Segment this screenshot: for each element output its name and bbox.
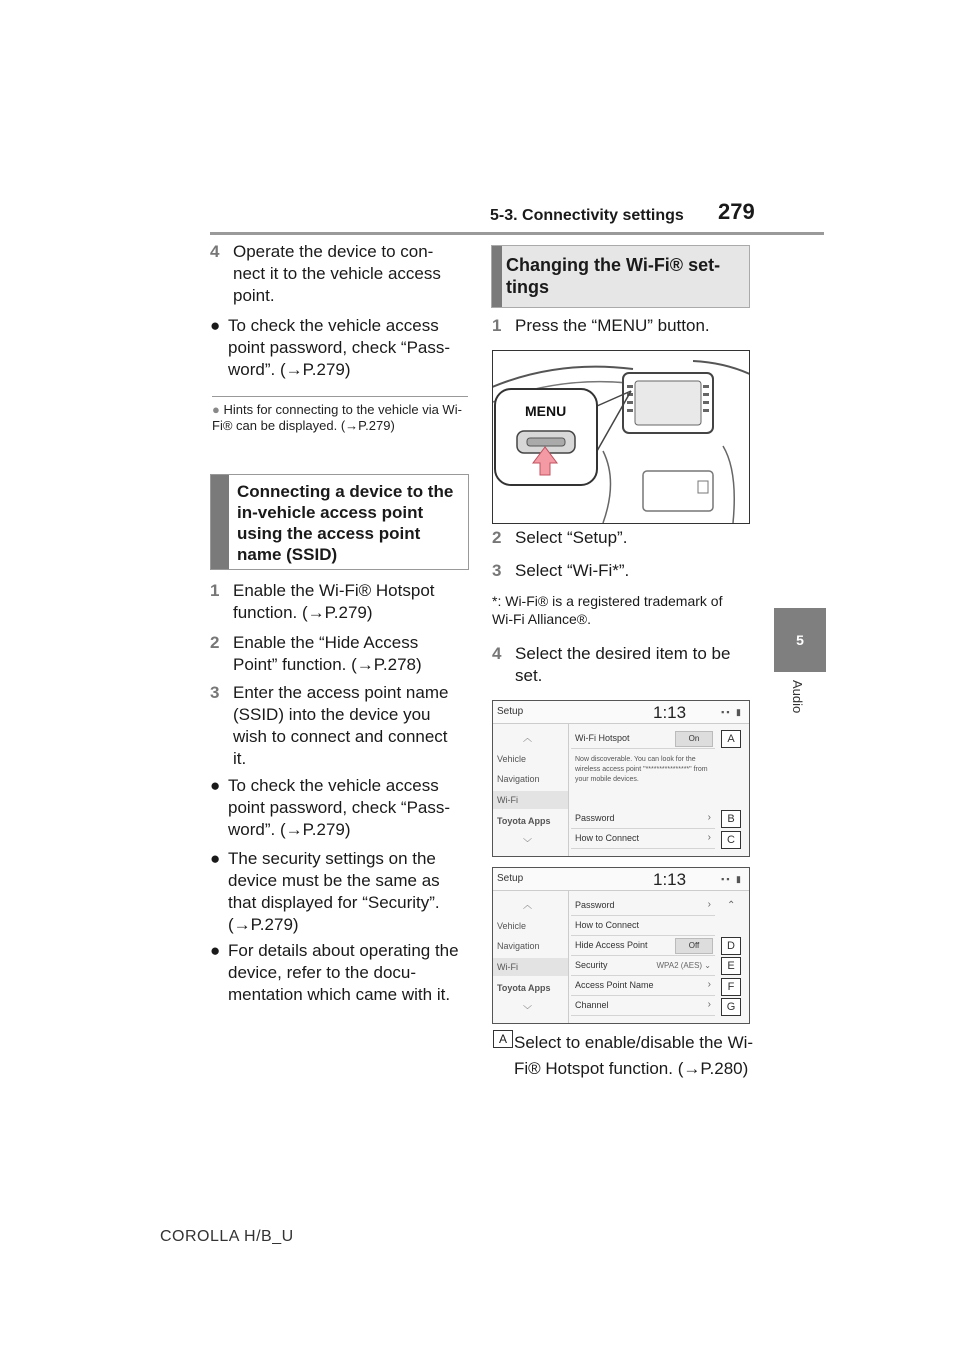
row-label: Password xyxy=(575,813,615,823)
step-text: Select the desired item to be set. xyxy=(515,644,731,685)
step-text: Select “Setup”. xyxy=(515,528,628,547)
bullet-mark: ● xyxy=(210,941,221,960)
step-3-left xyxy=(210,682,465,770)
step-number: 2 xyxy=(492,528,502,547)
chevron-up-icon[interactable]: ︿ xyxy=(523,733,533,743)
callout-changing-wifi xyxy=(491,245,750,308)
row-channel[interactable] xyxy=(571,996,715,1016)
row-wifi-hotspot[interactable] xyxy=(571,729,715,749)
dashboard-illustration xyxy=(492,350,750,524)
callout-tag-b: B xyxy=(721,810,741,828)
bullet-text: To check the vehicle access point password, check “Pass-word”. (→P.279) xyxy=(228,316,451,379)
step-number: 1 xyxy=(210,581,220,600)
step-text: Enable the Wi-Fi® Hotspot function. (→P.279) xyxy=(233,581,435,622)
row-password[interactable] xyxy=(571,896,715,916)
step-text: Enter the access point name (SSID) into the device you wish to connect and connect it. xyxy=(233,683,449,768)
row-label: Access Point Name xyxy=(575,980,654,990)
step-3-right xyxy=(492,560,750,582)
chevron-up-icon[interactable]: ︿ xyxy=(523,900,533,910)
side-item-vehicle[interactable]: Vehicle xyxy=(497,921,527,931)
bullet-security xyxy=(210,848,465,936)
row-label: How to Connect xyxy=(575,833,640,843)
row-hide-access-point[interactable] xyxy=(571,936,715,956)
bullet-text: The security settings on the device must be the same as that displayed for “Security”. (→P.279) xyxy=(228,849,440,934)
step-2-right xyxy=(492,527,750,549)
screen-clock: 1:13 xyxy=(653,870,687,889)
bullet-mark: ● xyxy=(210,849,221,868)
hint-note xyxy=(212,402,470,434)
step-number: 3 xyxy=(210,683,220,702)
step-number: 4 xyxy=(210,242,220,261)
hint-text: Hints for connecting to the vehicle via Wi-Fi® can be displayed. (→P.279) xyxy=(212,402,462,433)
setup-screen-1 xyxy=(492,700,750,857)
row-how-to-connect[interactable] xyxy=(571,829,715,849)
step-number: 2 xyxy=(210,633,220,652)
hotspot-toggle[interactable]: On xyxy=(675,731,713,747)
chevron-down-icon[interactable]: ﹀ xyxy=(523,838,533,848)
row-how-to-connect[interactable] xyxy=(571,916,715,936)
step-number: 4 xyxy=(492,644,502,663)
desc-tag-a: A xyxy=(493,1030,513,1048)
bullet-mark: ● xyxy=(210,316,221,335)
step-1-left xyxy=(210,580,465,624)
side-item-wifi[interactable]: Wi-Fi xyxy=(497,795,518,805)
row-label: Password xyxy=(575,900,615,910)
step-text: Select “Wi-Fi*”. xyxy=(515,561,630,580)
status-icons: ▪▪ ▮ xyxy=(721,874,743,884)
row-label: Channel xyxy=(575,1000,609,1010)
callout-tag-a: A xyxy=(721,730,741,748)
setup-screen-2 xyxy=(492,867,750,1024)
scroll-up-icon[interactable]: ⌃ xyxy=(727,900,736,911)
chevron-right-icon: › xyxy=(707,899,711,910)
desc-a-text: Select to enable/disable the Wi-Fi® Hotspot function. (→P.280) xyxy=(514,1033,754,1078)
screen-side-menu xyxy=(493,723,569,856)
chapter-tab: 5 xyxy=(774,608,826,672)
callout-tag-e: E xyxy=(721,957,741,975)
hint-mark: ● xyxy=(212,402,220,417)
callout-bar xyxy=(492,246,502,307)
step-number: 3 xyxy=(492,561,502,580)
callout-bar xyxy=(211,475,229,569)
security-value: WPA2 (AES) ⌄ xyxy=(656,961,711,970)
step-text: Enable the “Hide Access Point” function. (→P.278) xyxy=(233,633,422,674)
screen-side-menu xyxy=(493,890,569,1023)
row-label: Security xyxy=(575,960,608,970)
side-item-toyota-apps[interactable]: Toyota Apps xyxy=(497,816,551,826)
screen-title: Setup xyxy=(497,873,524,884)
trademark-footnote: *: Wi-Fi® is a registered trademark of Wi-Fi Alliance®. xyxy=(492,593,723,627)
row-label: Hide Access Point xyxy=(575,940,648,950)
chevron-down-icon[interactable]: ﹀ xyxy=(523,1005,533,1015)
callout-tag-d: D xyxy=(721,937,741,955)
menu-button-label: MENU xyxy=(525,403,567,419)
status-icons: ▪▪ ▮ xyxy=(721,707,743,717)
step-4-right xyxy=(492,643,750,687)
side-item-navigation[interactable]: Navigation xyxy=(497,941,540,951)
callout-text: Changing the Wi-Fi® set-tings xyxy=(506,255,721,297)
side-item-navigation[interactable]: Navigation xyxy=(497,774,540,784)
side-item-vehicle[interactable]: Vehicle xyxy=(497,754,527,764)
bullet-details xyxy=(210,940,465,1006)
chevron-right-icon: › xyxy=(707,979,711,990)
footer-model: COROLLA H/B_U xyxy=(160,1228,294,1245)
hint-divider xyxy=(212,396,468,397)
side-item-wifi[interactable]: Wi-Fi xyxy=(497,962,518,972)
row-password[interactable] xyxy=(571,809,715,829)
bullet-text: To check the vehicle access point password, check “Pass-word”. (→P.279) xyxy=(228,776,451,839)
row-security[interactable] xyxy=(571,956,715,976)
chapter-label: Audio xyxy=(790,680,805,714)
step-number: 1 xyxy=(492,316,502,335)
bullet-password-2 xyxy=(210,775,465,841)
chevron-right-icon: › xyxy=(707,999,711,1010)
screen-title: Setup xyxy=(497,706,524,717)
step-1-right xyxy=(492,315,750,337)
callout-connecting xyxy=(210,474,469,570)
row-label: How to Connect xyxy=(575,920,640,930)
section-title: 5-3. Connectivity settings xyxy=(490,207,684,224)
row-label: Wi-Fi Hotspot xyxy=(575,733,630,743)
step-4-left xyxy=(210,241,465,307)
bullet-mark: ● xyxy=(210,776,221,795)
screen-header xyxy=(493,701,749,724)
callout-tag-c: C xyxy=(721,831,741,849)
callout-text: Connecting a device to the in-vehicle access point using the access point name (SSID) xyxy=(237,482,454,564)
bullet-password-1 xyxy=(210,315,465,381)
hide-ap-toggle[interactable]: Off xyxy=(675,938,713,954)
step-2-left xyxy=(210,632,465,676)
discoverable-notice: Now discoverable. You can look for the wireless access point "****************" from your mobile devices. xyxy=(575,756,708,783)
step-text: Press the “MENU” button. xyxy=(515,316,710,335)
page-number: 279 xyxy=(718,199,755,224)
callout-tag-g: G xyxy=(721,998,741,1016)
side-item-toyota-apps[interactable]: Toyota Apps xyxy=(497,983,551,993)
callout-tag-f: F xyxy=(721,978,741,996)
chevron-right-icon: › xyxy=(707,812,711,823)
screen-header xyxy=(493,868,749,891)
chevron-right-icon: › xyxy=(707,832,711,843)
header-divider xyxy=(210,232,824,235)
step-text: Operate the device to con-nect it to the vehicle access point. xyxy=(233,242,441,305)
screen-clock: 1:13 xyxy=(653,703,687,722)
dashboard-drawing xyxy=(493,351,749,523)
bullet-text: For details about operating the device, refer to the docu-mentation which came with it. xyxy=(228,941,459,1004)
row-access-point-name[interactable] xyxy=(571,976,715,996)
